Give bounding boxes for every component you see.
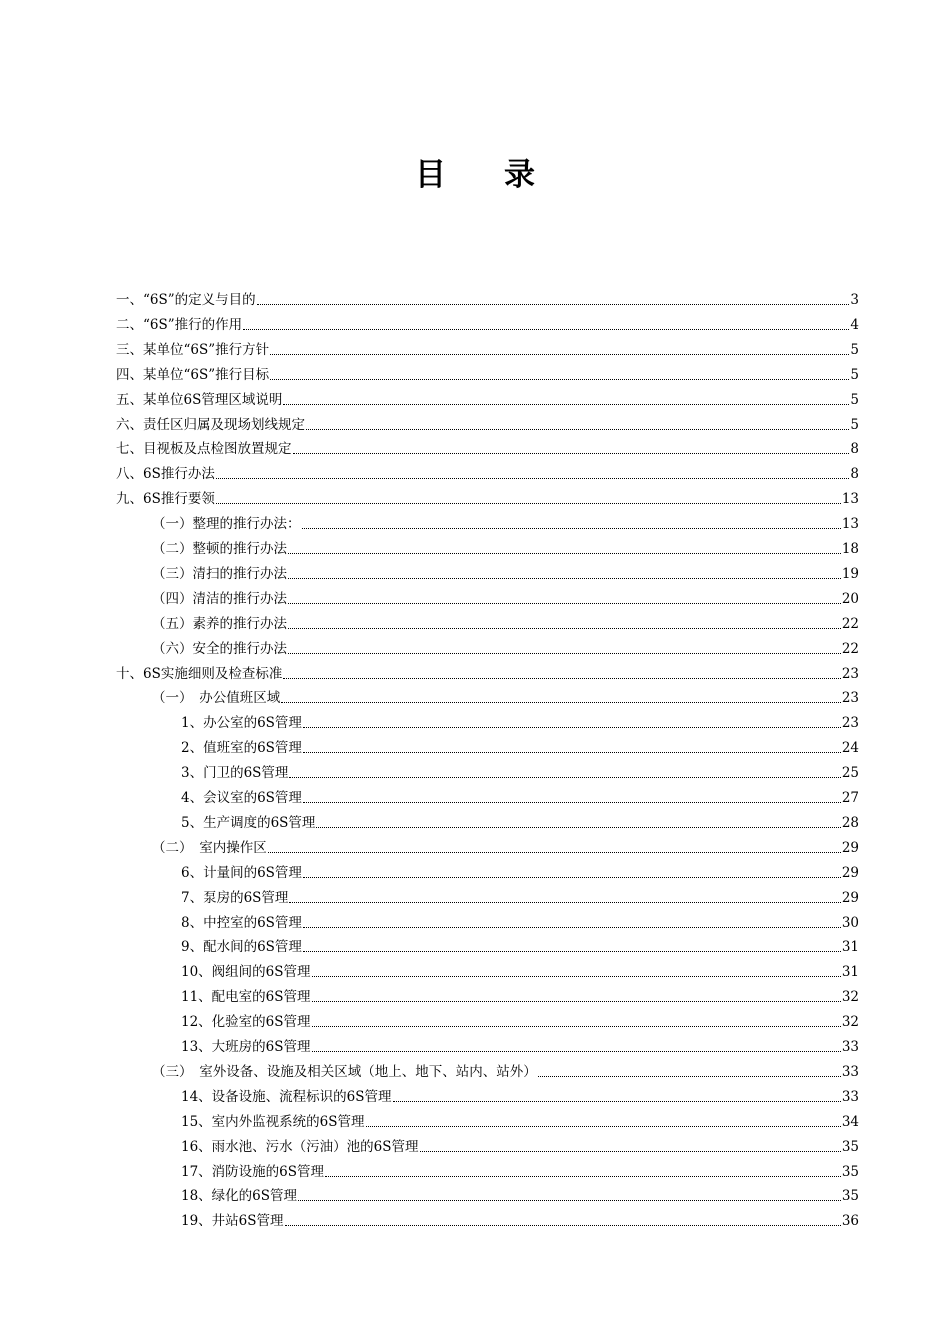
- toc-entry-page-number: 35: [841, 1188, 859, 1205]
- toc-entry-page-number: 24: [841, 740, 859, 757]
- toc-entry-title: 5、生产调度的6S管理: [181, 814, 316, 831]
- toc-entry-title: 1、办公室的6S管理: [181, 715, 302, 732]
- toc-entry-page-number: 13: [841, 516, 859, 533]
- toc-entry-page-number: 20: [841, 590, 859, 607]
- toc-entry[interactable]: [116, 284, 859, 309]
- toc-leader-dots: [268, 852, 841, 853]
- toc-entry-title: （三）清扫的推行办法: [152, 565, 287, 582]
- toc-leader-dots: [285, 1225, 841, 1226]
- toc-entry[interactable]: [116, 658, 859, 683]
- toc-entry[interactable]: [181, 732, 859, 757]
- toc-entry[interactable]: [181, 1180, 859, 1205]
- toc-leader-dots: [293, 453, 850, 454]
- toc-leader-dots: [393, 1101, 841, 1102]
- toc-entry-page-number: 22: [841, 615, 859, 632]
- toc-entry[interactable]: [181, 956, 859, 981]
- toc-entry-title: 4、会议室的6S管理: [181, 790, 302, 806]
- toc-leader-dots: [216, 478, 850, 479]
- toc-entry-page-number: 5: [850, 366, 859, 383]
- toc-entry[interactable]: [116, 309, 859, 334]
- toc-entry[interactable]: [181, 1031, 859, 1056]
- toc-leader-dots: [303, 727, 841, 728]
- toc-entry-title: 14、设备设施、流程标识的6S管理: [181, 1088, 392, 1105]
- toc-entry-page-number: 35: [841, 1138, 859, 1155]
- toc-entry[interactable]: [152, 1056, 859, 1081]
- toc-leader-dots: [312, 1026, 841, 1027]
- toc-entry-title: 10、阀组间的6S管理: [181, 964, 311, 981]
- toc-entry-title: 12、化验室的6S管理: [181, 1014, 311, 1031]
- toc-entry[interactable]: [152, 583, 859, 608]
- toc-entry-page-number: 5: [850, 416, 859, 433]
- toc-entry-title: 18、绿化的6S管理: [181, 1188, 298, 1205]
- toc-entry[interactable]: [181, 1006, 859, 1031]
- toc-entry-title: 三、某单位“6S”推行方针: [116, 341, 270, 358]
- toc-entry-title: 6、计量间的6S管理: [181, 864, 302, 881]
- toc-leader-dots: [306, 429, 849, 430]
- toc-entry-page-number: 27: [841, 790, 859, 806]
- toc-entry[interactable]: [116, 359, 859, 384]
- toc-leader-dots: [302, 528, 841, 529]
- toc-entry-page-number: 29: [841, 839, 859, 856]
- toc-leader-dots: [303, 877, 841, 878]
- toc-entry[interactable]: [181, 1106, 859, 1131]
- toc-entry-title: （一）整理的推行办法：: [152, 516, 301, 533]
- toc-leader-dots: [289, 902, 840, 903]
- toc-leader-dots: [366, 1126, 841, 1127]
- toc-leader-dots: [289, 777, 840, 778]
- toc-entry[interactable]: [116, 334, 859, 359]
- toc-entry-title: 六、责任区归属及现场划线规定: [116, 416, 305, 433]
- toc-leader-dots: [303, 951, 841, 952]
- toc-entry-title: 二、“6S”推行的作用: [116, 316, 243, 333]
- toc-entry[interactable]: [152, 832, 859, 857]
- toc-entry-title: 17、消防设施的6S管理: [181, 1163, 325, 1180]
- toc-entry-page-number: 5: [850, 391, 859, 408]
- toc-entry[interactable]: [181, 882, 859, 907]
- toc-entry-title: 一、“6S”的定义与目的: [116, 292, 256, 308]
- toc-leader-dots: [283, 404, 849, 405]
- toc-leader-dots: [288, 553, 841, 554]
- toc-entry[interactable]: [116, 483, 859, 508]
- toc-leader-dots: [325, 1176, 841, 1177]
- toc-entry-title: （三） 室外设备、设施及相关区域（地上、地下、站内、站外）: [152, 1063, 537, 1080]
- toc-entry-page-number: 28: [841, 814, 859, 831]
- toc-entry[interactable]: [152, 608, 859, 633]
- toc-entry-page-number: 19: [841, 565, 859, 582]
- toc-entry-title: 11、配电室的6S管理: [181, 989, 311, 1006]
- toc-entry-title: 13、大班房的6S管理: [181, 1039, 311, 1055]
- toc-entry-page-number: 3: [850, 292, 859, 308]
- toc-entry-title: （一） 办公值班区域: [152, 690, 281, 707]
- toc-entry-page-number: 23: [841, 690, 859, 707]
- toc-leader-dots: [270, 379, 849, 380]
- toc-entry[interactable]: [152, 682, 859, 707]
- toc-entry-page-number: 30: [841, 914, 859, 931]
- toc-entry[interactable]: [181, 1205, 859, 1230]
- toc-entry[interactable]: [116, 409, 859, 434]
- toc-entry[interactable]: [152, 558, 859, 583]
- toc-entry-title: 九、6S推行要领: [116, 491, 215, 508]
- toc-entry-title: （二）整顿的推行办法: [152, 541, 287, 557]
- toc-entry-page-number: 23: [841, 665, 859, 682]
- toc-leader-dots: [420, 1151, 841, 1152]
- toc-entry[interactable]: [181, 807, 859, 832]
- toc-entry-page-number: 31: [841, 939, 859, 956]
- toc-entry[interactable]: [181, 1131, 859, 1156]
- toc-entry-page-number: 8: [850, 441, 859, 458]
- toc-entry[interactable]: [181, 857, 859, 882]
- toc-leader-dots: [283, 678, 840, 679]
- toc-leader-dots: [312, 1001, 841, 1002]
- toc-entry-page-number: 31: [841, 964, 859, 981]
- toc-entry-title: 15、室内外监视系统的6S管理: [181, 1113, 365, 1130]
- page-title: 目录: [415, 157, 593, 193]
- toc-entry[interactable]: [116, 458, 859, 483]
- toc-entry-page-number: 29: [841, 864, 859, 881]
- toc-leader-dots: [303, 927, 841, 928]
- toc-entry[interactable]: [181, 782, 859, 807]
- toc-entry-title: （六）安全的推行办法: [152, 640, 287, 657]
- toc-entry-page-number: 22: [841, 640, 859, 657]
- toc-entry-page-number: 5: [850, 341, 859, 358]
- toc-entry-title: 五、某单位6S管理区域说明: [116, 391, 283, 408]
- toc-leader-dots: [298, 1200, 841, 1201]
- toc-leader-dots: [316, 827, 840, 828]
- toc-leader-dots: [288, 653, 841, 654]
- toc-entry-title: 3、门卫的6S管理: [181, 765, 289, 782]
- toc-leader-dots: [243, 329, 849, 330]
- toc-entry[interactable]: [152, 508, 859, 533]
- toc-entry-page-number: 13: [841, 491, 859, 508]
- toc-entry-page-number: 36: [841, 1213, 859, 1230]
- toc-entry[interactable]: [181, 931, 859, 956]
- toc-entry-page-number: 29: [841, 889, 859, 906]
- toc-entry-title: 19、井站6S管理: [181, 1213, 284, 1230]
- toc-entry-title: 七、目视板及点检图放置规定: [116, 441, 292, 458]
- toc-entry-page-number: 35: [841, 1163, 859, 1180]
- toc-leader-dots: [538, 1076, 841, 1077]
- toc-entry-page-number: 25: [841, 765, 859, 782]
- toc-entry[interactable]: [181, 1156, 859, 1181]
- toc-leader-dots: [288, 578, 841, 579]
- toc-leader-dots: [303, 802, 841, 803]
- toc-entry[interactable]: [152, 533, 859, 558]
- toc-entry[interactable]: [181, 1081, 859, 1106]
- toc-entry[interactable]: [152, 633, 859, 658]
- toc-entry-page-number: 18: [841, 541, 859, 557]
- toc-entry-page-number: 4: [850, 316, 859, 333]
- toc-entry-page-number: 32: [841, 1014, 859, 1031]
- toc-leader-dots: [216, 503, 841, 504]
- toc-leader-dots: [288, 628, 841, 629]
- toc-entry-page-number: 23: [841, 715, 859, 732]
- toc-entry-page-number: 34: [841, 1113, 859, 1130]
- toc-leader-dots: [257, 304, 850, 305]
- toc-entry[interactable]: [116, 384, 859, 409]
- toc-entry-page-number: 33: [841, 1063, 859, 1080]
- toc-entry-title: 9、配水间的6S管理: [181, 939, 302, 956]
- toc-entry-title: 四、某单位“6S”推行目标: [116, 366, 270, 383]
- toc-entry-title: 2、值班室的6S管理: [181, 740, 302, 757]
- toc-entry[interactable]: [116, 433, 859, 458]
- toc-leader-dots: [312, 1051, 841, 1052]
- toc-entry-title: （二） 室内操作区: [152, 839, 267, 856]
- toc-entry-page-number: 33: [841, 1039, 859, 1055]
- toc-entry-title: （五）素养的推行办法: [152, 615, 287, 632]
- toc-entry-page-number: 8: [850, 466, 859, 483]
- toc-entry-title: 16、雨水池、污水（污油）池的6S管理: [181, 1138, 419, 1155]
- toc-leader-dots: [312, 976, 841, 977]
- toc-entry-page-number: 33: [841, 1088, 859, 1105]
- toc-entry-title: 8、中控室的6S管理: [181, 914, 302, 931]
- toc-leader-dots: [270, 354, 849, 355]
- toc-entry-title: （四）清洁的推行办法: [152, 590, 287, 607]
- toc-entry-title: 八、6S推行办法: [116, 466, 215, 483]
- toc-leader-dots: [303, 752, 841, 753]
- toc-entry[interactable]: [181, 907, 859, 932]
- toc-entry-page-number: 32: [841, 989, 859, 1006]
- toc-entry[interactable]: [181, 707, 859, 732]
- toc-leader-dots: [288, 603, 841, 604]
- toc-entry-title: 十、6S实施细则及检查标准: [116, 665, 283, 682]
- toc-entry-title: 7、泵房的6S管理: [181, 889, 289, 906]
- toc-entry[interactable]: [181, 757, 859, 782]
- toc-entry[interactable]: [181, 981, 859, 1006]
- toc-leader-dots: [281, 702, 841, 703]
